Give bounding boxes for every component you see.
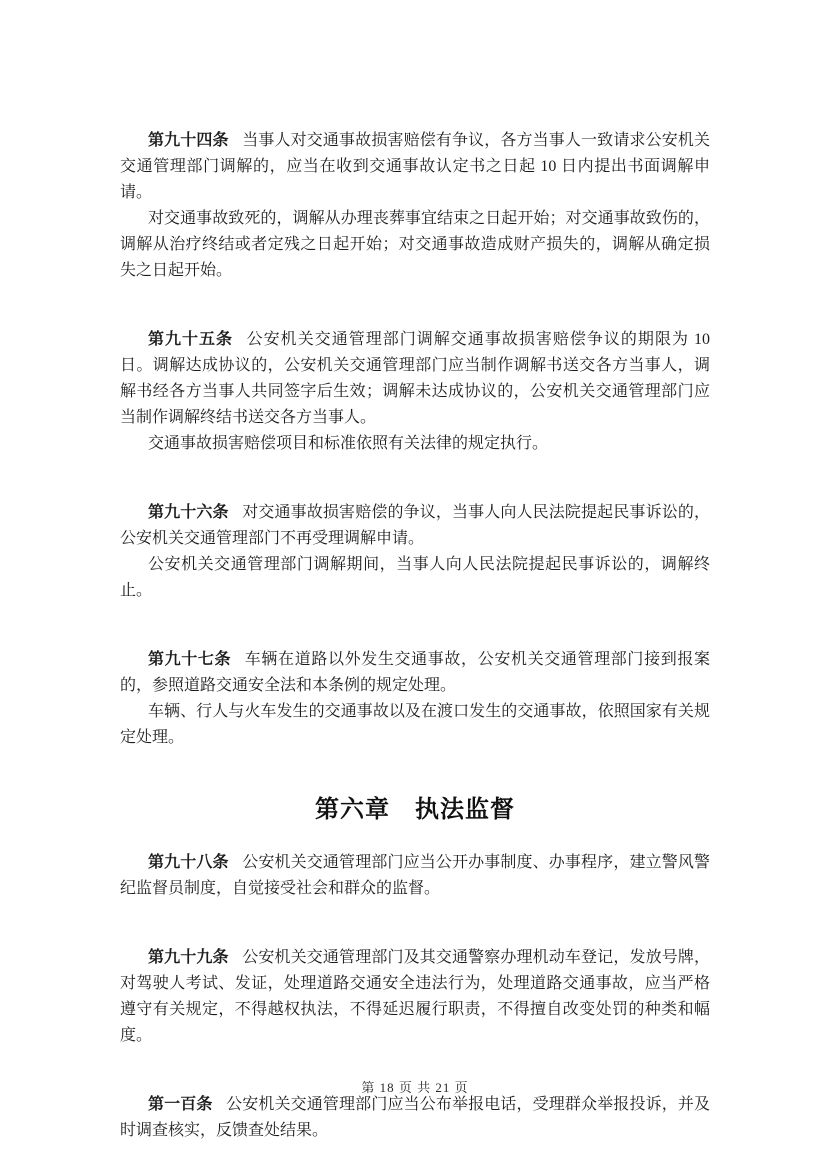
article	[120, 647, 710, 751]
article-number-label: 第九十八条	[148, 854, 229, 871]
article-text: 当事人对交通事故损害赔偿有争议，各方当事人一致请求公安机关交通管理部门调解的，应当在收到交通事故认定书之日起 10 日内提出书面调解申请。	[120, 132, 710, 201]
article-number-label: 第一百条	[148, 1096, 213, 1113]
chapter-heading: 第六章 执法监督	[315, 796, 515, 823]
article-paragraph	[120, 1092, 710, 1144]
article-text: 公安机关交通管理部门调解交通事故损害赔偿争议的期限为 10 日。调解达成协议的，公安机关交通管理部门应当制作调解书送交各方当事人，调解书经各方当事人共同签字后生效；调解未达成协议的，公安机关交通管理部门应当制作调解终结书送交各方当事人。	[120, 331, 710, 426]
article-paragraph	[120, 945, 710, 1049]
article-text: 公安机关交通管理部门应当公布举报电话，受理群众举报投诉，并及时调查核实，反馈查处结果。	[120, 1096, 710, 1139]
article-paragraph	[120, 647, 710, 699]
article-number-label: 第九十七条	[148, 651, 232, 668]
article-paragraph: 对交通事故致死的，调解从办理丧葬事宜结束之日起开始；对交通事故致伤的，调解从治疗终结或者定残之日起开始；对交通事故造成财产损失的，调解从确定损失之日起开始。	[120, 210, 710, 279]
article-text: 公安机关交通管理部门及其交通警察办理机动车登记，发放号牌，对驾驶人考试、发证，处理道路交通安全违法行为，处理道路交通事故，应当严格遵守有关规定，不得越权执法，不得延迟履行职责，不得擅自改变处罚的种类和幅度。	[120, 949, 710, 1044]
article-paragraph	[120, 128, 710, 206]
article	[120, 945, 710, 1049]
article	[120, 1092, 710, 1144]
document-body	[120, 128, 710, 1170]
article-paragraph: 车辆、行人与火车发生的交通事故以及在渡口发生的交通事故，依照国家有关规定处理。	[120, 703, 710, 746]
article-paragraph: 交通事故损害赔偿项目和标准依照有关法律的规定执行。	[148, 435, 549, 452]
article-text: 公安机关交通管理部门应当公开办事制度、办事程序，建立警风警纪监督员制度，自觉接受社会和群众的监督。	[120, 854, 710, 897]
article-paragraph	[120, 500, 710, 552]
article-text: 对交通事故损害赔偿的争议，当事人向人民法院提起民事诉讼的，公安机关交通管理部门不再受理调解申请。	[120, 504, 710, 547]
article-paragraph: 公安机关交通管理部门调解期间，当事人向人民法院提起民事诉讼的，调解终止。	[120, 556, 710, 599]
article-paragraph	[120, 327, 710, 431]
page-footer	[120, 1079, 710, 1097]
article-number-label: 第九十六条	[148, 504, 229, 521]
article	[120, 128, 710, 284]
article-number-label: 第九十九条	[148, 949, 229, 966]
article-number-label: 第九十五条	[148, 331, 234, 348]
article-number-label: 第九十四条	[148, 132, 229, 149]
article-text: 车辆在道路以外发生交通事故，公安机关交通管理部门接到报案的，参照道路交通安全法和本条例的规定处理。	[120, 651, 710, 694]
article	[120, 850, 710, 902]
article	[120, 327, 710, 457]
article	[120, 500, 710, 604]
page-number-label: 第 18 页 共 21 页	[361, 1080, 469, 1095]
article-paragraph	[120, 850, 710, 902]
